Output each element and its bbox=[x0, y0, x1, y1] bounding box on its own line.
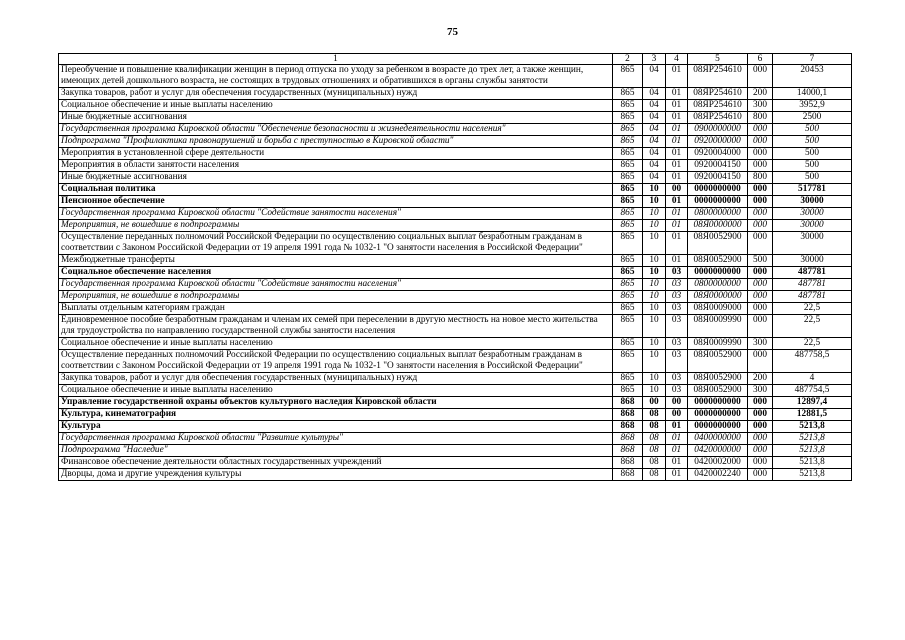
section-code: 04 bbox=[643, 88, 666, 100]
table-row bbox=[59, 433, 852, 445]
table-row bbox=[59, 112, 852, 124]
section-code: 10 bbox=[643, 267, 666, 279]
admin-code: 865 bbox=[613, 112, 643, 124]
admin-code: 865 bbox=[613, 172, 643, 184]
subsection-code: 03 bbox=[666, 279, 688, 291]
amount: 2500 bbox=[773, 112, 852, 124]
admin-code: 865 bbox=[613, 350, 643, 373]
subsection-code: 01 bbox=[666, 196, 688, 208]
target-code: 0920004150 bbox=[688, 160, 748, 172]
row-name: Мероприятия, не вошедшие в подпрограммы bbox=[59, 291, 613, 303]
amount: 5213,8 bbox=[773, 421, 852, 433]
row-name: Культура, кинематография bbox=[59, 409, 613, 421]
amount: 517781 bbox=[773, 184, 852, 196]
amount: 5213,8 bbox=[773, 445, 852, 457]
expense-type-code: 000 bbox=[748, 457, 773, 469]
expense-type-code: 000 bbox=[748, 469, 773, 481]
table-row bbox=[59, 385, 852, 397]
amount: 30000 bbox=[773, 196, 852, 208]
header-row bbox=[59, 54, 852, 65]
table-row bbox=[59, 373, 852, 385]
section-code: 10 bbox=[643, 315, 666, 338]
section-code: 10 bbox=[643, 338, 666, 350]
table-row bbox=[59, 184, 852, 196]
column-header: 6 bbox=[748, 54, 773, 65]
section-code: 10 bbox=[643, 373, 666, 385]
amount: 30000 bbox=[773, 220, 852, 232]
amount: 30000 bbox=[773, 208, 852, 220]
subsection-code: 01 bbox=[666, 172, 688, 184]
admin-code: 868 bbox=[613, 421, 643, 433]
table-row bbox=[59, 291, 852, 303]
admin-code: 865 bbox=[613, 232, 643, 255]
admin-code: 865 bbox=[613, 315, 643, 338]
expense-type-code: 800 bbox=[748, 172, 773, 184]
amount: 487781 bbox=[773, 291, 852, 303]
expense-type-code: 000 bbox=[748, 136, 773, 148]
row-name: Иные бюджетные ассигнования bbox=[59, 112, 613, 124]
row-name: Мероприятия, не вошедшие в подпрограммы bbox=[59, 220, 613, 232]
row-name: Социальное обеспечение и иные выплаты населению bbox=[59, 100, 613, 112]
row-name: Осуществление переданных полномочий Российской Федерации по осуществлению социальных выплат безработным гражданам в соответствии с Законом Российской Федерации от 19 апреля 1991 года № 1032-1 "О занятости населения в Российской Федерации" bbox=[59, 350, 613, 373]
subsection-code: 00 bbox=[666, 409, 688, 421]
target-code: 08Я0052900 bbox=[688, 255, 748, 267]
target-code: 0800000000 bbox=[688, 208, 748, 220]
table-row bbox=[59, 160, 852, 172]
section-code: 04 bbox=[643, 112, 666, 124]
amount: 22,5 bbox=[773, 315, 852, 338]
admin-code: 865 bbox=[613, 338, 643, 350]
subsection-code: 01 bbox=[666, 469, 688, 481]
target-code: 08ЯР254610 bbox=[688, 112, 748, 124]
admin-code: 868 bbox=[613, 433, 643, 445]
amount: 30000 bbox=[773, 255, 852, 267]
page-number: 75 bbox=[447, 26, 458, 38]
admin-code: 865 bbox=[613, 100, 643, 112]
expense-type-code: 500 bbox=[748, 255, 773, 267]
table-row bbox=[59, 124, 852, 136]
subsection-code: 01 bbox=[666, 445, 688, 457]
expense-type-code: 000 bbox=[748, 208, 773, 220]
amount: 487781 bbox=[773, 279, 852, 291]
expense-type-code: 000 bbox=[748, 279, 773, 291]
target-code: 0800000000 bbox=[688, 279, 748, 291]
row-name: Осуществление переданных полномочий Российской Федерации по осуществлению социальных выплат безработным гражданам в соответствии с Законом Российской Федерации от 19 апреля 1991 года № 1032-1 "О занятости населения в Российской Федерации" bbox=[59, 232, 613, 255]
subsection-code: 01 bbox=[666, 255, 688, 267]
table-row bbox=[59, 172, 852, 184]
section-code: 10 bbox=[643, 385, 666, 397]
subsection-code: 03 bbox=[666, 338, 688, 350]
table-row bbox=[59, 303, 852, 315]
target-code: 08Я0009990 bbox=[688, 315, 748, 338]
admin-code: 868 bbox=[613, 445, 643, 457]
row-name: Пенсионное обеспечение bbox=[59, 196, 613, 208]
row-name: Государственная программа Кировской области "Развитие культуры" bbox=[59, 433, 613, 445]
section-code: 08 bbox=[643, 445, 666, 457]
subsection-code: 01 bbox=[666, 220, 688, 232]
row-name: Социальная политика bbox=[59, 184, 613, 196]
admin-code: 865 bbox=[613, 124, 643, 136]
admin-code: 865 bbox=[613, 291, 643, 303]
expense-type-code: 000 bbox=[748, 220, 773, 232]
subsection-code: 03 bbox=[666, 303, 688, 315]
admin-code: 868 bbox=[613, 397, 643, 409]
target-code: 0000000000 bbox=[688, 397, 748, 409]
expense-type-code: 200 bbox=[748, 88, 773, 100]
amount: 14000,1 bbox=[773, 88, 852, 100]
subsection-code: 03 bbox=[666, 267, 688, 279]
row-name: Мероприятия в области занятости населения bbox=[59, 160, 613, 172]
target-code: 0920004150 bbox=[688, 172, 748, 184]
amount: 22,5 bbox=[773, 338, 852, 350]
table-row bbox=[59, 279, 852, 291]
section-code: 08 bbox=[643, 421, 666, 433]
admin-code: 865 bbox=[613, 208, 643, 220]
target-code: 08Я0052900 bbox=[688, 232, 748, 255]
table-body bbox=[59, 65, 852, 481]
row-name: Закупка товаров, работ и услуг для обеспечения государственных (муниципальных) нужд bbox=[59, 373, 613, 385]
section-code: 08 bbox=[643, 433, 666, 445]
target-code: 08ЯР254610 bbox=[688, 88, 748, 100]
admin-code: 865 bbox=[613, 255, 643, 267]
subsection-code: 01 bbox=[666, 232, 688, 255]
expense-type-code: 300 bbox=[748, 100, 773, 112]
row-name: Выплаты отдельным категориям граждан bbox=[59, 303, 613, 315]
expense-type-code: 000 bbox=[748, 232, 773, 255]
amount: 5213,8 bbox=[773, 469, 852, 481]
section-code: 10 bbox=[643, 220, 666, 232]
row-name: Иные бюджетные ассигнования bbox=[59, 172, 613, 184]
table-row bbox=[59, 315, 852, 338]
table-row bbox=[59, 421, 852, 433]
subsection-code: 03 bbox=[666, 385, 688, 397]
section-code: 10 bbox=[643, 279, 666, 291]
target-code: 0000000000 bbox=[688, 196, 748, 208]
row-name: Социальное обеспечение населения bbox=[59, 267, 613, 279]
amount: 4 bbox=[773, 373, 852, 385]
row-name: Культура bbox=[59, 421, 613, 433]
row-name: Межбюджетные трансферты bbox=[59, 255, 613, 267]
target-code: 08Я0009990 bbox=[688, 338, 748, 350]
expense-type-code: 000 bbox=[748, 315, 773, 338]
amount: 500 bbox=[773, 136, 852, 148]
section-code: 04 bbox=[643, 148, 666, 160]
expense-type-code: 000 bbox=[748, 397, 773, 409]
table-row bbox=[59, 409, 852, 421]
row-name: Государственная программа Кировской области "Обеспечение безопасности и жизнедеятельности населения" bbox=[59, 124, 613, 136]
admin-code: 865 bbox=[613, 136, 643, 148]
expense-type-code: 300 bbox=[748, 338, 773, 350]
table-row bbox=[59, 397, 852, 409]
expense-type-code: 000 bbox=[748, 409, 773, 421]
admin-code: 865 bbox=[613, 65, 643, 88]
section-code: 04 bbox=[643, 100, 666, 112]
subsection-code: 03 bbox=[666, 350, 688, 373]
target-code: 08Я0009000 bbox=[688, 303, 748, 315]
section-code: 00 bbox=[643, 397, 666, 409]
expense-type-code: 000 bbox=[748, 433, 773, 445]
amount: 20453 bbox=[773, 65, 852, 88]
subsection-code: 01 bbox=[666, 208, 688, 220]
expense-type-code: 800 bbox=[748, 112, 773, 124]
table-row bbox=[59, 148, 852, 160]
amount: 487781 bbox=[773, 267, 852, 279]
row-name: Социальное обеспечение и иные выплаты населению bbox=[59, 338, 613, 350]
section-code: 04 bbox=[643, 136, 666, 148]
table-row bbox=[59, 469, 852, 481]
target-code: 08Я0052900 bbox=[688, 373, 748, 385]
section-code: 08 bbox=[643, 457, 666, 469]
section-code: 10 bbox=[643, 291, 666, 303]
subsection-code: 01 bbox=[666, 100, 688, 112]
table-row bbox=[59, 88, 852, 100]
row-name: Социальное обеспечение и иные выплаты населению bbox=[59, 385, 613, 397]
section-code: 10 bbox=[643, 208, 666, 220]
amount: 12897,4 bbox=[773, 397, 852, 409]
target-code: 08ЯР254610 bbox=[688, 100, 748, 112]
column-header: 2 bbox=[613, 54, 643, 65]
amount: 5213,8 bbox=[773, 457, 852, 469]
target-code: 0900000000 bbox=[688, 124, 748, 136]
table-row bbox=[59, 196, 852, 208]
expense-type-code: 000 bbox=[748, 196, 773, 208]
column-header: 7 bbox=[773, 54, 852, 65]
amount: 30000 bbox=[773, 232, 852, 255]
admin-code: 865 bbox=[613, 184, 643, 196]
expense-type-code: 000 bbox=[748, 303, 773, 315]
expense-type-code: 000 bbox=[748, 160, 773, 172]
section-code: 10 bbox=[643, 184, 666, 196]
row-name: Государственная программа Кировской области "Содействие занятости населения" bbox=[59, 208, 613, 220]
table-row bbox=[59, 457, 852, 469]
target-code: 0400000000 bbox=[688, 433, 748, 445]
budget-table bbox=[58, 53, 852, 481]
table-row bbox=[59, 100, 852, 112]
subsection-code: 01 bbox=[666, 433, 688, 445]
table-row bbox=[59, 232, 852, 255]
section-code: 04 bbox=[643, 124, 666, 136]
expense-type-code: 200 bbox=[748, 373, 773, 385]
target-code: 08Я0052900 bbox=[688, 350, 748, 373]
row-name: Подпрограмма "Наследие" bbox=[59, 445, 613, 457]
section-code: 08 bbox=[643, 469, 666, 481]
table-row bbox=[59, 350, 852, 373]
subsection-code: 03 bbox=[666, 315, 688, 338]
row-name: Закупка товаров, работ и услуг для обеспечения государственных (муниципальных) нужд bbox=[59, 88, 613, 100]
target-code: 0000000000 bbox=[688, 184, 748, 196]
table-row bbox=[59, 445, 852, 457]
amount: 12881,5 bbox=[773, 409, 852, 421]
admin-code: 868 bbox=[613, 409, 643, 421]
column-header: 5 bbox=[688, 54, 748, 65]
subsection-code: 01 bbox=[666, 421, 688, 433]
table-row bbox=[59, 65, 852, 88]
subsection-code: 01 bbox=[666, 65, 688, 88]
subsection-code: 03 bbox=[666, 291, 688, 303]
row-name: Государственная программа Кировской области "Содействие занятости населения" bbox=[59, 279, 613, 291]
target-code: 0420002000 bbox=[688, 457, 748, 469]
subsection-code: 01 bbox=[666, 136, 688, 148]
admin-code: 865 bbox=[613, 196, 643, 208]
expense-type-code: 000 bbox=[748, 350, 773, 373]
table-row bbox=[59, 255, 852, 267]
admin-code: 865 bbox=[613, 88, 643, 100]
row-name: Переобучение и повышение квалификации женщин в период отпуска по уходу за ребенком в возрасте до трех лет, а также женщин, имеющих детей дошкольного возраста, не состоящих в трудовых отношениях и обратившихся в органы службы занятости bbox=[59, 65, 613, 88]
expense-type-code: 000 bbox=[748, 148, 773, 160]
expense-type-code: 000 bbox=[748, 421, 773, 433]
target-code: 08Я0052900 bbox=[688, 385, 748, 397]
amount: 5213,8 bbox=[773, 433, 852, 445]
subsection-code: 01 bbox=[666, 148, 688, 160]
section-code: 04 bbox=[643, 160, 666, 172]
expense-type-code: 000 bbox=[748, 124, 773, 136]
table-row bbox=[59, 267, 852, 279]
amount: 500 bbox=[773, 172, 852, 184]
amount: 487758,5 bbox=[773, 350, 852, 373]
table-row bbox=[59, 338, 852, 350]
section-code: 10 bbox=[643, 350, 666, 373]
row-name: Дворцы, дома и другие учреждения культуры bbox=[59, 469, 613, 481]
section-code: 10 bbox=[643, 232, 666, 255]
subsection-code: 01 bbox=[666, 88, 688, 100]
amount: 487754,5 bbox=[773, 385, 852, 397]
section-code: 04 bbox=[643, 65, 666, 88]
admin-code: 865 bbox=[613, 160, 643, 172]
section-code: 10 bbox=[643, 196, 666, 208]
subsection-code: 03 bbox=[666, 373, 688, 385]
target-code: 08ЯР254610 bbox=[688, 65, 748, 88]
admin-code: 865 bbox=[613, 279, 643, 291]
amount: 500 bbox=[773, 148, 852, 160]
amount: 500 bbox=[773, 160, 852, 172]
expense-type-code: 300 bbox=[748, 385, 773, 397]
table-row bbox=[59, 220, 852, 232]
row-name: Управление государственной охраны объектов культурного наследия Кировской области bbox=[59, 397, 613, 409]
admin-code: 865 bbox=[613, 220, 643, 232]
admin-code: 868 bbox=[613, 457, 643, 469]
admin-code: 865 bbox=[613, 148, 643, 160]
admin-code: 868 bbox=[613, 469, 643, 481]
amount: 22,5 bbox=[773, 303, 852, 315]
amount: 3952,9 bbox=[773, 100, 852, 112]
admin-code: 865 bbox=[613, 385, 643, 397]
subsection-code: 01 bbox=[666, 160, 688, 172]
admin-code: 865 bbox=[613, 373, 643, 385]
subsection-code: 01 bbox=[666, 112, 688, 124]
target-code: 0000000000 bbox=[688, 409, 748, 421]
target-code: 0920000000 bbox=[688, 136, 748, 148]
expense-type-code: 000 bbox=[748, 291, 773, 303]
row-name: Финансовое обеспечение деятельности областных государственных учреждений bbox=[59, 457, 613, 469]
section-code: 08 bbox=[643, 409, 666, 421]
admin-code: 865 bbox=[613, 267, 643, 279]
row-name: Подпрограмма "Профилактика правонарушений и борьба с преступностью в Кировской области" bbox=[59, 136, 613, 148]
target-code: 0420002240 bbox=[688, 469, 748, 481]
row-name: Единовременное пособие безработным гражданам и членам их семей при переселении в другую местность на новое место жительства для трудоустройства по направлению государственной службы занятости населения bbox=[59, 315, 613, 338]
section-code: 10 bbox=[643, 303, 666, 315]
table-row bbox=[59, 208, 852, 220]
section-code: 04 bbox=[643, 172, 666, 184]
row-name: Мероприятия в установленной сфере деятельности bbox=[59, 148, 613, 160]
column-header: 4 bbox=[666, 54, 688, 65]
amount: 500 bbox=[773, 124, 852, 136]
column-header: 1 bbox=[59, 54, 613, 65]
target-code: 0000000000 bbox=[688, 267, 748, 279]
column-header: 3 bbox=[643, 54, 666, 65]
subsection-code: 01 bbox=[666, 124, 688, 136]
target-code: 0000000000 bbox=[688, 421, 748, 433]
target-code: 08Я0000000 bbox=[688, 291, 748, 303]
section-code: 10 bbox=[643, 255, 666, 267]
subsection-code: 00 bbox=[666, 397, 688, 409]
expense-type-code: 000 bbox=[748, 267, 773, 279]
target-code: 08Я0000000 bbox=[688, 220, 748, 232]
expense-type-code: 000 bbox=[748, 65, 773, 88]
admin-code: 865 bbox=[613, 303, 643, 315]
expense-type-code: 000 bbox=[748, 184, 773, 196]
target-code: 0920004000 bbox=[688, 148, 748, 160]
subsection-code: 01 bbox=[666, 457, 688, 469]
subsection-code: 00 bbox=[666, 184, 688, 196]
table-row bbox=[59, 136, 852, 148]
target-code: 0420000000 bbox=[688, 445, 748, 457]
expense-type-code: 000 bbox=[748, 445, 773, 457]
